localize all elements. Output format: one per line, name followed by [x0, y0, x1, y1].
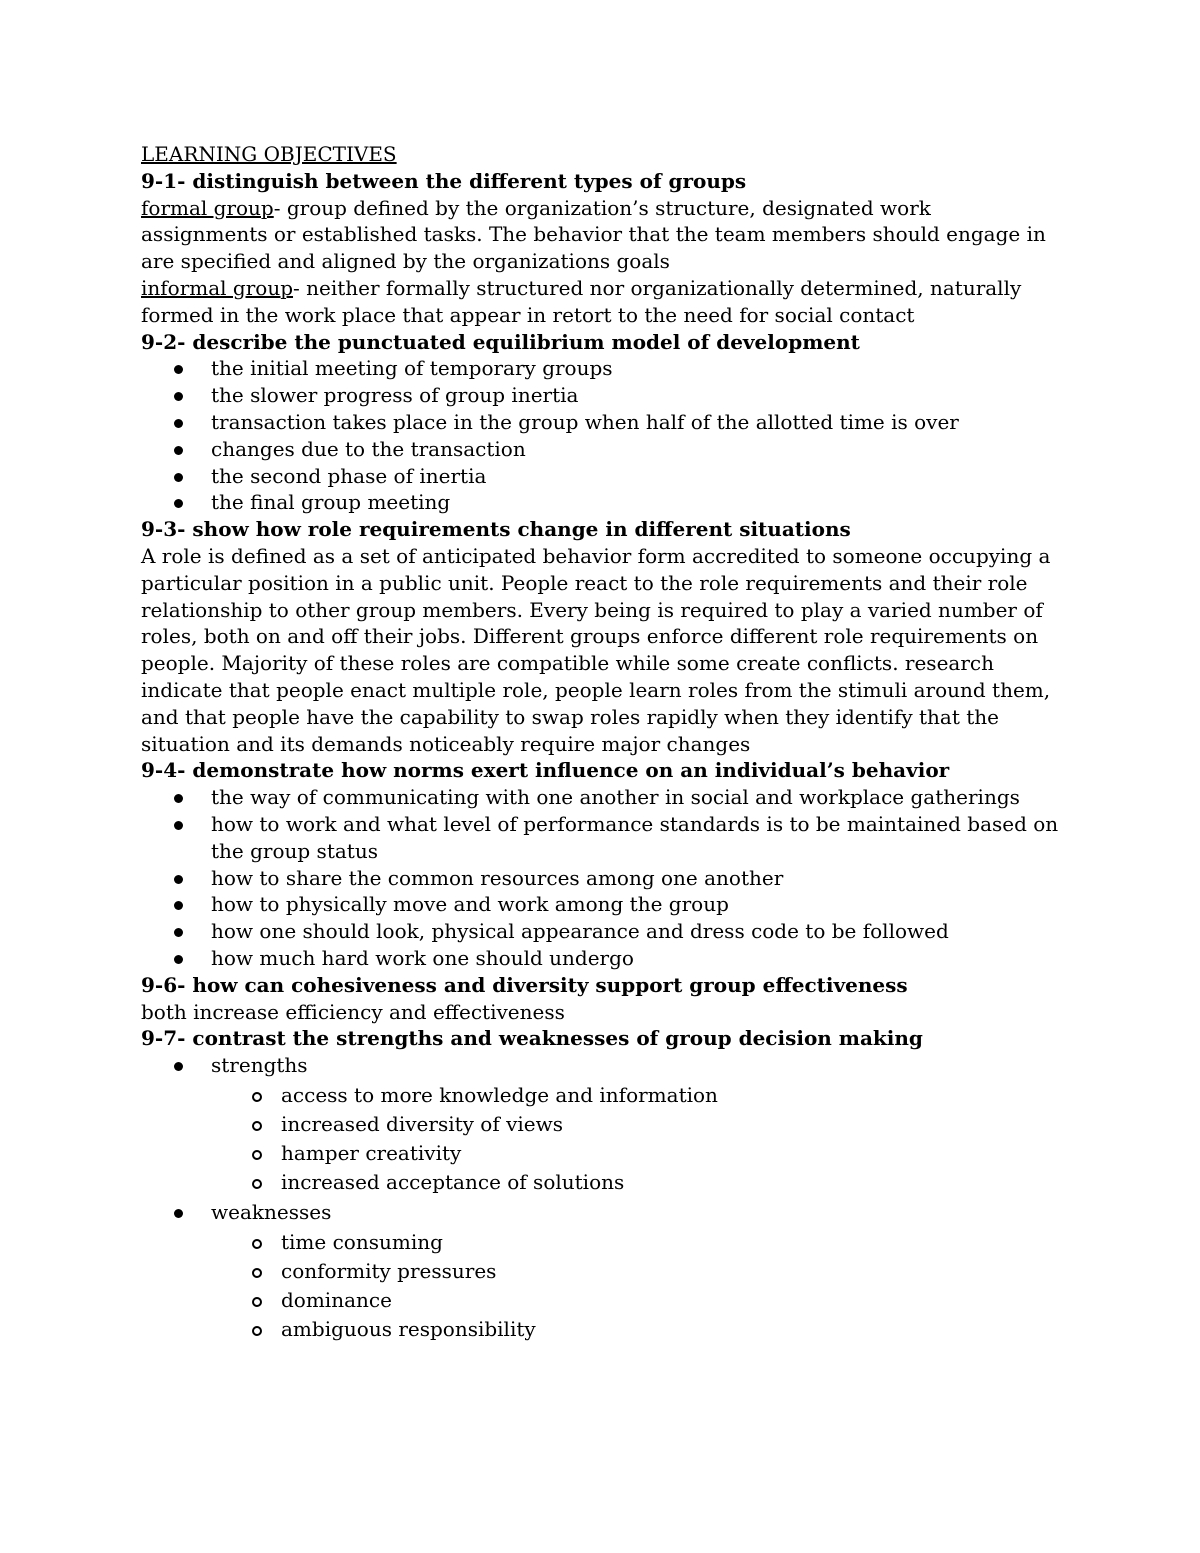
- bullet-icon: [174, 794, 183, 803]
- list-item: [141, 865, 1061, 892]
- list-item-strengths: [141, 1052, 1061, 1197]
- list-item-text: how much hard work one should undergo: [211, 945, 634, 970]
- hollow-bullet-icon: [252, 1239, 262, 1249]
- list-item: [141, 436, 1061, 463]
- list-item: [141, 945, 1061, 972]
- cohesiveness-text: both increase efficiency and effectiveness: [141, 999, 565, 1024]
- formal-group-text: - group defined by the organization’s structure, designated work assignments or established tasks. The behavior that the team members should engage in are specified and aligned by the organizations goals: [141, 195, 1046, 274]
- decision-making-list: [141, 1052, 1061, 1344]
- bullet-icon: [174, 499, 183, 508]
- list-item: [141, 891, 1061, 918]
- list-item-text: the way of communicating with one another in social and workplace gatherings: [211, 785, 1020, 810]
- bullet-icon: [174, 1209, 183, 1218]
- bullet-icon: [174, 928, 183, 937]
- list-item-text: the second phase of inertia: [211, 463, 487, 488]
- sublist-item: [211, 1110, 1061, 1139]
- formal-group-term: formal group: [141, 195, 274, 220]
- bullet-icon: [174, 955, 183, 964]
- hollow-bullet-icon: [252, 1150, 262, 1160]
- section-heading-9-1: 9-1- distinguish between the different types of groups: [141, 168, 747, 193]
- list-item-text: transaction takes place in the group when half of the allotted time is over: [211, 409, 959, 434]
- sublist-item-text: hamper creativity: [281, 1140, 462, 1165]
- hollow-bullet-icon: [252, 1121, 262, 1131]
- list-item: [141, 489, 1061, 516]
- sublist-item-text: access to more knowledge and information: [281, 1082, 718, 1107]
- informal-group-term: informal group: [141, 275, 294, 300]
- sublist-item-text: time consuming: [281, 1229, 443, 1254]
- section-heading-9-4: 9-4- demonstrate how norms exert influence on an individual’s behavior: [141, 758, 950, 783]
- role-requirements-paragraph: A role is defined as a set of anticipated behavior form accredited to someone occupying a particular position in a public unit. People react to the role requirements and their role relationship to other group members. Every being is required to play a varied number of roles, both on and off their jobs. Different groups enforce different role requirements on people. Majority of these roles are compatible while some create conflicts. research indicate that people enact multiple role, people learn roles from the stimuli around them, and that people have the capability to swap roles rapidly when they identify that the situation and its demands noticeably require major changes: [141, 543, 1051, 756]
- list-item-text: the final group meeting: [211, 490, 451, 515]
- list-item-text: changes due to the transaction: [211, 436, 526, 461]
- list-item: [141, 382, 1061, 409]
- weaknesses-label: weaknesses: [211, 1199, 332, 1224]
- sublist-item: [211, 1081, 1061, 1110]
- sublist-item-text: ambiguous responsibility: [281, 1316, 536, 1341]
- sublist-item: [211, 1168, 1061, 1197]
- section-heading-9-7: 9-7- contrast the strengths and weaknesses of group decision making: [141, 1026, 923, 1051]
- list-item: [141, 784, 1061, 811]
- sublist-item: [211, 1315, 1061, 1344]
- list-item: [141, 918, 1061, 945]
- bullet-icon: [174, 446, 183, 455]
- section-heading-9-3: 9-3- show how role requirements change in different situations: [141, 517, 851, 542]
- bullet-icon: [174, 392, 183, 401]
- sublist-item: [211, 1139, 1061, 1168]
- hollow-bullet-icon: [252, 1268, 262, 1278]
- bullet-icon: [174, 365, 183, 374]
- strengths-label: strengths: [211, 1053, 308, 1078]
- sublist-item: [211, 1228, 1061, 1257]
- hollow-bullet-icon: [252, 1092, 262, 1102]
- sublist-item: [211, 1286, 1061, 1315]
- document-title: LEARNING OBJECTIVES: [141, 142, 397, 166]
- formal-group-definition: [141, 195, 1061, 275]
- sublist-item-text: increased diversity of views: [281, 1111, 564, 1136]
- bullet-icon: [174, 901, 183, 910]
- bullet-icon: [174, 419, 183, 428]
- strengths-sublist: [211, 1081, 1061, 1197]
- list-item-text: how to share the common resources among one another: [211, 865, 784, 890]
- sublist-item-text: increased acceptance of solutions: [281, 1169, 625, 1194]
- document-page: [141, 141, 1061, 1346]
- bullet-icon: [174, 1062, 183, 1071]
- hollow-bullet-icon: [252, 1297, 262, 1307]
- section-heading-9-6: 9-6- how can cohesiveness and diversity support group effectiveness: [141, 972, 908, 997]
- bullet-icon: [174, 473, 183, 482]
- section-heading-9-2: 9-2- describe the punctuated equilibrium model of development: [141, 329, 860, 354]
- list-item: [141, 355, 1061, 382]
- list-item-text: how to work and what level of performance standards is to be maintained based on the group status: [211, 811, 1059, 863]
- list-item: [141, 463, 1061, 490]
- list-item: [141, 811, 1061, 865]
- punctuated-equilibrium-list: [141, 355, 1061, 516]
- list-item-weaknesses: [141, 1199, 1061, 1344]
- list-item-text: the slower progress of group inertia: [211, 383, 579, 408]
- weaknesses-sublist: [211, 1228, 1061, 1344]
- bullet-icon: [174, 875, 183, 884]
- norms-list: [141, 784, 1061, 972]
- hollow-bullet-icon: [252, 1179, 262, 1189]
- sublist-item: [211, 1257, 1061, 1286]
- list-item-text: how to physically move and work among the group: [211, 892, 729, 917]
- informal-group-definition: [141, 275, 1061, 329]
- bullet-icon: [174, 821, 183, 830]
- sublist-item-text: dominance: [281, 1287, 392, 1312]
- informal-group-text: - neither formally structured nor organizationally determined, naturally formed in the work place that appear in retort to the need for social contact: [141, 275, 1022, 327]
- sublist-item-text: conformity pressures: [281, 1258, 497, 1283]
- list-item: [141, 409, 1061, 436]
- hollow-bullet-icon: [252, 1326, 262, 1336]
- list-item-text: how one should look, physical appearance and dress code to be followed: [211, 919, 949, 944]
- list-item-text: the initial meeting of temporary groups: [211, 356, 613, 381]
